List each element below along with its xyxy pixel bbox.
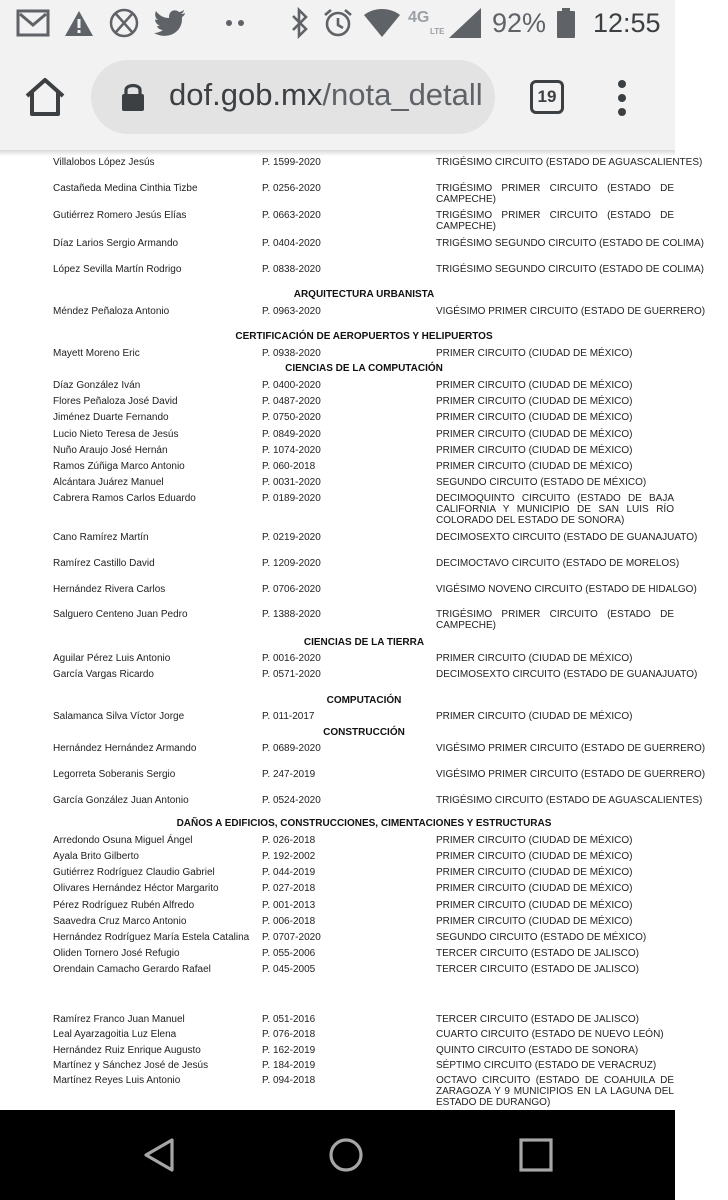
registry-code: P. 051-2016 (262, 1014, 316, 1025)
section-heading: CIENCIAS DE LA COMPUTACIÓN (285, 363, 443, 374)
home-circle-icon (326, 1135, 366, 1175)
registry-code: P. 0938-2020 (262, 348, 321, 359)
network-subtype: LTE (430, 27, 445, 36)
person-name: Alcántara Juárez Manuel (53, 477, 164, 488)
circuit: DECIMOSEXTO CIRCUITO (ESTADO DE GUANAJUATO) (436, 669, 698, 680)
circuit: CUARTO CIRCUITO (ESTADO DE NUEVO LEÓN) (436, 1029, 664, 1040)
registry-code: P. 055-2006 (262, 948, 316, 959)
person-name: Leal Ayarzagoitia Luz Elena (53, 1029, 177, 1040)
registry-code: P. 0031-2020 (262, 477, 321, 488)
warning-icon (64, 9, 94, 37)
home-nav-button[interactable] (326, 1135, 366, 1175)
registry-code: P. 0707-2020 (262, 932, 321, 943)
person-name: Hernández Rivera Carlos (53, 584, 166, 595)
gmail-icon (16, 9, 50, 37)
circuit: SEGUNDO CIRCUITO (ESTADO DE MÉXICO) (436, 932, 647, 943)
person-name: Aguilar Pérez Luis Antonio (53, 653, 171, 664)
person-name: Gutiérrez Romero Jesús Elías (53, 210, 187, 221)
person-name: Hernández Hernández Armando (53, 743, 197, 754)
person-name: García Vargas Ricardo (53, 669, 154, 680)
registry-code: P. 0571-2020 (262, 669, 321, 680)
registry-code: P. 192-2002 (262, 851, 316, 862)
browser-toolbar (0, 46, 675, 150)
circuit: SEGUNDO CIRCUITO (ESTADO DE MÉXICO) (436, 477, 647, 488)
person-name: Cano Ramírez Martín (53, 532, 149, 543)
circuit: TRIGÉSIMO SEGUNDO CIRCUITO (ESTADO DE COLIMA) (436, 264, 704, 275)
person-name: García González Juan Antonio (53, 795, 189, 806)
person-name: Orendain Camacho Gerardo Rafael (53, 964, 211, 975)
section-heading: DAÑOS A EDIFICIOS, CONSTRUCCIONES, CIMENTACIONES Y ESTRUCTURAS (176, 818, 552, 829)
network-type: 4G (408, 9, 430, 26)
registry-code: P. 0016-2020 (262, 653, 321, 664)
registry-code: P. 1209-2020 (262, 558, 321, 569)
url-path: /nota_detall (322, 77, 483, 112)
tab-count: 19 (537, 87, 557, 106)
person-name: Gutiérrez Rodríguez Claudio Gabriel (53, 867, 215, 878)
circuit: PRIMER CIRCUITO (CIUDAD DE MÉXICO) (436, 445, 633, 456)
registry-code: P. 026-2018 (262, 835, 316, 846)
person-name: Lucio Nieto Teresa de Jesús (53, 429, 179, 440)
circuit: VIGÉSIMO PRIMER CIRCUITO (ESTADO DE GUERRERO) (436, 769, 706, 780)
circuit: VIGÉSIMO PRIMER CIRCUITO (ESTADO DE GUERRERO) (436, 743, 706, 754)
signal-icon (448, 9, 482, 37)
registry-code: P. 162-2019 (262, 1045, 316, 1056)
registry-code: P. 0487-2020 (262, 396, 321, 407)
person-name: Ayala Brito Gilberto (53, 851, 139, 862)
recents-button[interactable] (516, 1135, 556, 1175)
person-name: Salamanca Silva Víctor Jorge (53, 711, 185, 722)
person-name: Castañeda Medina Cinthia Tizbe (53, 183, 198, 194)
registry-code: P. 0750-2020 (262, 412, 321, 423)
circuit: SÉPTIMO CIRCUITO (ESTADO DE VERACRUZ) (436, 1060, 657, 1071)
person-name: Martínez Reyes Luis Antonio (53, 1075, 181, 1086)
back-icon (140, 1135, 180, 1175)
registry-code: P. 0849-2020 (262, 429, 321, 440)
person-name: Mayett Moreno Eric (53, 348, 140, 359)
registry-code: P. 247-2019 (262, 769, 316, 780)
circuit: PRIMER CIRCUITO (CIUDAD DE MÉXICO) (436, 429, 633, 440)
registry-code: P. 011-2017 (262, 711, 315, 722)
registry-code: P. 0256-2020 (262, 183, 321, 194)
bluetooth-icon (289, 9, 311, 37)
registry-code: P. 1074-2020 (262, 445, 321, 456)
circuit: PRIMER CIRCUITO (CIUDAD DE MÉXICO) (436, 867, 633, 878)
url-text (169, 77, 483, 113)
registry-code: P. 0689-2020 (262, 743, 321, 754)
registry-code: P. 076-2018 (262, 1029, 316, 1040)
person-name: Jiménez Duarte Fernando (53, 412, 169, 423)
x-circle-icon (108, 9, 140, 37)
circuit: VIGÉSIMO NOVENO CIRCUITO (ESTADO DE HIDALGO) (436, 584, 697, 595)
registry-code: P. 027-2018 (262, 883, 316, 894)
person-name: Villalobos López Jesús (53, 157, 155, 168)
person-name: Hernández Ruiz Enrique Augusto (53, 1045, 201, 1056)
status-bar (0, 0, 675, 46)
tab-switcher-button[interactable] (530, 80, 564, 114)
registry-code: P. 0524-2020 (262, 795, 321, 806)
circuit: PRIMER CIRCUITO (CIUDAD DE MÉXICO) (436, 348, 633, 359)
circuit: TRIGÉSIMO CIRCUITO (ESTADO DE AGUASCALIENTES) (436, 157, 703, 168)
circuit: TERCER CIRCUITO (ESTADO DE JALISCO) (436, 964, 639, 975)
circuit: VIGÉSIMO PRIMER CIRCUITO (ESTADO DE GUERRERO) (436, 306, 706, 317)
registry-code: P. 001-2013 (262, 900, 316, 911)
registry-code: P. 094-2018 (262, 1075, 316, 1086)
person-name: Pérez Rodríguez Rubén Alfredo (53, 900, 195, 911)
circuit: TRIGÉSIMO PRIMER CIRCUITO (ESTADO DE CAMPECHE) (436, 609, 674, 631)
home-button[interactable] (22, 74, 68, 120)
person-name: Ramírez Franco Juan Manuel (53, 1014, 185, 1025)
registry-code: P. 0706-2020 (262, 584, 321, 595)
person-name: Díaz González Iván (53, 380, 141, 391)
person-name: Salguero Centeno Juan Pedro (53, 609, 188, 620)
person-name: Saavedra Cruz Marco Antonio (53, 916, 187, 927)
registry-code: P. 0663-2020 (262, 210, 321, 221)
page-content[interactable] (0, 150, 706, 1110)
circuit: PRIMER CIRCUITO (CIUDAD DE MÉXICO) (436, 461, 633, 472)
registry-code: P. 045-2005 (262, 964, 316, 975)
wifi-icon (364, 9, 400, 37)
registry-code: P. 184-2019 (262, 1060, 316, 1071)
circuit: PRIMER CIRCUITO (CIUDAD DE MÉXICO) (436, 653, 633, 664)
lock-icon (121, 82, 145, 112)
person-name: Ramírez Castillo David (53, 558, 155, 569)
circuit: TRIGÉSIMO SEGUNDO CIRCUITO (ESTADO DE COLIMA) (436, 238, 704, 249)
person-name: Díaz Larios Sergio Armando (53, 238, 179, 249)
registry-code: P. 0838-2020 (262, 264, 321, 275)
person-name: Olivares Hernández Héctor Margarito (53, 883, 219, 894)
circuit: PRIMER CIRCUITO (CIUDAD DE MÉXICO) (436, 396, 633, 407)
circuit: TRIGÉSIMO PRIMER CIRCUITO (ESTADO DE CAMPECHE) (436, 183, 674, 205)
circuit: TERCER CIRCUITO (ESTADO DE JALISCO) (436, 948, 639, 959)
circuit: DECIMOSEXTO CIRCUITO (ESTADO DE GUANAJUATO) (436, 532, 698, 543)
person-name: Cabrera Ramos Carlos Eduardo (53, 493, 196, 504)
section-heading: ARQUITECTURA URBANISTA (293, 289, 435, 300)
twitter-icon (154, 9, 186, 37)
battery-icon (555, 9, 577, 37)
person-name: Arredondo Osuna Miguel Ángel (53, 835, 193, 846)
circuit: DECIMOCTAVO CIRCUITO (ESTADO DE MORELOS) (436, 558, 680, 569)
circuit: PRIMER CIRCUITO (CIUDAD DE MÉXICO) (436, 412, 633, 423)
registry-code: P. 0400-2020 (262, 380, 321, 391)
person-name: Nuño Araujo José Hernán (53, 445, 168, 456)
android-nav-bar (0, 1110, 675, 1200)
more-menu-button[interactable] (612, 78, 632, 118)
circuit: PRIMER CIRCUITO (CIUDAD DE MÉXICO) (436, 851, 633, 862)
circuit: DECIMOQUINTO CIRCUITO (ESTADO DE BAJA CALIFORNIA Y MUNICIPIO DE SAN LUIS RÍO COLORADO DEL ESTADO DE SONORA) (436, 493, 674, 526)
circuit: OCTAVO CIRCUITO (ESTADO DE COAHUILA DE ZARAGOZA Y 9 MUNICIPIOS EN LA LAGUNA DEL ESTADO DE DURANGO) (436, 1075, 674, 1108)
circuit: QUINTO CIRCUITO (ESTADO DE SONORA) (436, 1045, 639, 1056)
circuit: TRIGÉSIMO PRIMER CIRCUITO (ESTADO DE CAMPECHE) (436, 210, 674, 232)
person-name: Legorreta Soberanis Sergio (53, 769, 176, 780)
clock: 12:55 (593, 8, 661, 38)
section-heading: COMPUTACIÓN (326, 695, 402, 706)
url-domain: dof.gob.mx (169, 77, 323, 112)
registry-code: P. 0219-2020 (262, 532, 321, 543)
registry-code: P. 0963-2020 (262, 306, 321, 317)
person-name: Hernández Rodríguez María Estela Catalina (53, 932, 250, 943)
circuit: PRIMER CIRCUITO (CIUDAD DE MÉXICO) (436, 380, 633, 391)
registry-code: P. 0404-2020 (262, 238, 321, 249)
section-heading: CIENCIAS DE LA TIERRA (303, 637, 425, 648)
recents-icon (516, 1135, 556, 1175)
alarm-icon (322, 9, 354, 37)
person-name: Méndez Peñaloza Antonio (53, 306, 170, 317)
registry-code: P. 060-2018 (262, 461, 316, 472)
registry-code: P. 006-2018 (262, 916, 316, 927)
person-name: Oliden Tornero José Refugio (53, 948, 180, 959)
registry-code: P. 044-2019 (262, 867, 316, 878)
circuit: TERCER CIRCUITO (ESTADO DE JALISCO) (436, 1014, 639, 1025)
registry-code: P. 1599-2020 (262, 157, 321, 168)
circuit: TRIGÉSIMO CIRCUITO (ESTADO DE AGUASCALIENTES) (436, 795, 703, 806)
battery-percent: 92% (492, 8, 547, 38)
dots-icon (224, 9, 246, 37)
address-bar[interactable] (91, 60, 495, 134)
circuit: PRIMER CIRCUITO (CIUDAD DE MÉXICO) (436, 900, 633, 911)
section-heading: CERTIFICACIÓN DE AEROPUERTOS Y HELIPUERTOS (235, 331, 493, 342)
circuit: PRIMER CIRCUITO (CIUDAD DE MÉXICO) (436, 916, 633, 927)
circuit: PRIMER CIRCUITO (CIUDAD DE MÉXICO) (436, 711, 633, 722)
registry-code: P. 0189-2020 (262, 493, 321, 504)
person-name: López Sevilla Martín Rodrigo (53, 264, 182, 275)
circuit: PRIMER CIRCUITO (CIUDAD DE MÉXICO) (436, 835, 633, 846)
registry-code: P. 1388-2020 (262, 609, 321, 620)
person-name: Ramos Zúñiga Marco Antonio (53, 461, 185, 472)
section-heading: CONSTRUCCIÓN (323, 727, 405, 738)
circuit: PRIMER CIRCUITO (CIUDAD DE MÉXICO) (436, 883, 633, 894)
home-icon (22, 74, 68, 120)
back-button[interactable] (140, 1135, 180, 1175)
person-name: Martínez y Sánchez José de Jesús (53, 1060, 209, 1071)
person-name: Flores Peñaloza José David (53, 396, 178, 407)
